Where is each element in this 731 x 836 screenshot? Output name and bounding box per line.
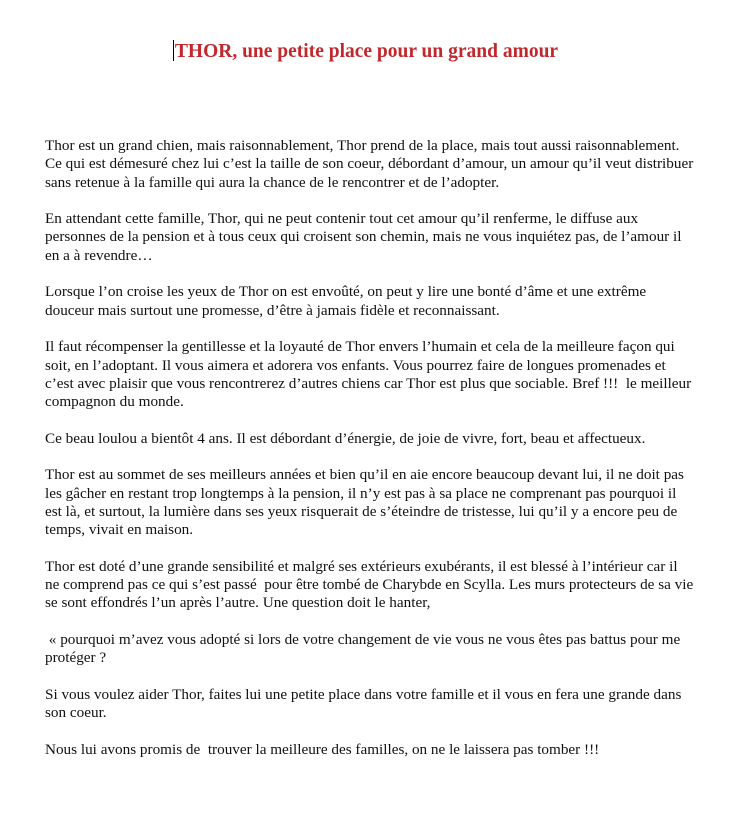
paragraph: En attendant cette famille, Thor, qui ne peut contenir tout cet amour qu’il renferme, le diffuse aux personnes de la pension et à tous ceux qui croisent son chemin, mais ne vous inquiétez pas, de l’amour il en a à revendre… — [45, 210, 686, 264]
paragraph: Thor est doté d’une grande sensibilité et malgré ses extérieurs exubérants, il est blessé à l’intérieur car il ne comprend pas ce qui s’est passé pour être tombé de Charybde en Scylla. Les murs protecteurs de sa vie se sont effondrés l’un après l’autre. Une question doit le hanter, — [45, 557, 698, 612]
paragraph: Nous lui avons promis de trouver la meilleure des familles, on ne le laissera pas tomber !!! — [45, 740, 600, 758]
paragraph: Ce beau loulou a bientôt 4 ans. Il est débordant d’énergie, de joie de vivre, fort, beau et affectueux. — [45, 429, 646, 447]
document-title[interactable]: THOR, une petite place pour un grand amour — [174, 41, 559, 62]
paragraph: Thor est un grand chien, mais raisonnablement, Thor prend de la place, mais tout aussi raisonnablement. Ce qui est démesuré chez lui c’est la taille de son coeur, débordant d’amour, un amour qu’il veut distribuer sans retenue à la famille qui aura la chance de le rencontrer et de l’adopter. — [45, 137, 698, 191]
paragraph: « pourquoi m’avez vous adopté si lors de votre changement de vie vous ne vous êtes pas battus pour me protéger ? — [45, 631, 684, 667]
paragraph: Il faut récompenser la gentillesse et la loyauté de Thor envers l’humain et cela de la meilleure façon qui soit, en l’adoptant. Il vous aimera et adorera vos enfants. Vous pourrez faire de longues promenades et c’est avec plaisir que vous rencontrerez d’autres chiens car Thor est plus que sociable. Bref !!! le meilleur compagnon du monde. — [45, 338, 695, 411]
paragraph: Lorsque l’on croise les yeux de Thor on est envoûté, on peut y lire une bonté d’âme et une extrême douceur mais surtout une promesse, d’être à jamais fidèle et reconnaissant. — [45, 283, 650, 319]
text-cursor — [173, 40, 174, 61]
paragraph: Thor est au sommet de ses meilleurs années et bien qu’il en aie encore beaucoup devant lui, il ne doit pas les gâcher en restant trop longtemps à la pension, il n’y est pas à sa place ne comprenant pas pourquoi il est là, et surtout, la lumière dans ses yeux risquerait de s’éteindre de tristesse, lui qu’il y a encore peu de temps, vivait en maison. — [45, 466, 688, 539]
paragraph: Si vous voulez aider Thor, faites lui une petite place dans votre famille et il vous en fera une grande dans son coeur. — [45, 685, 686, 722]
document-body[interactable] — [45, 137, 698, 777]
title-line — [0, 40, 731, 64]
